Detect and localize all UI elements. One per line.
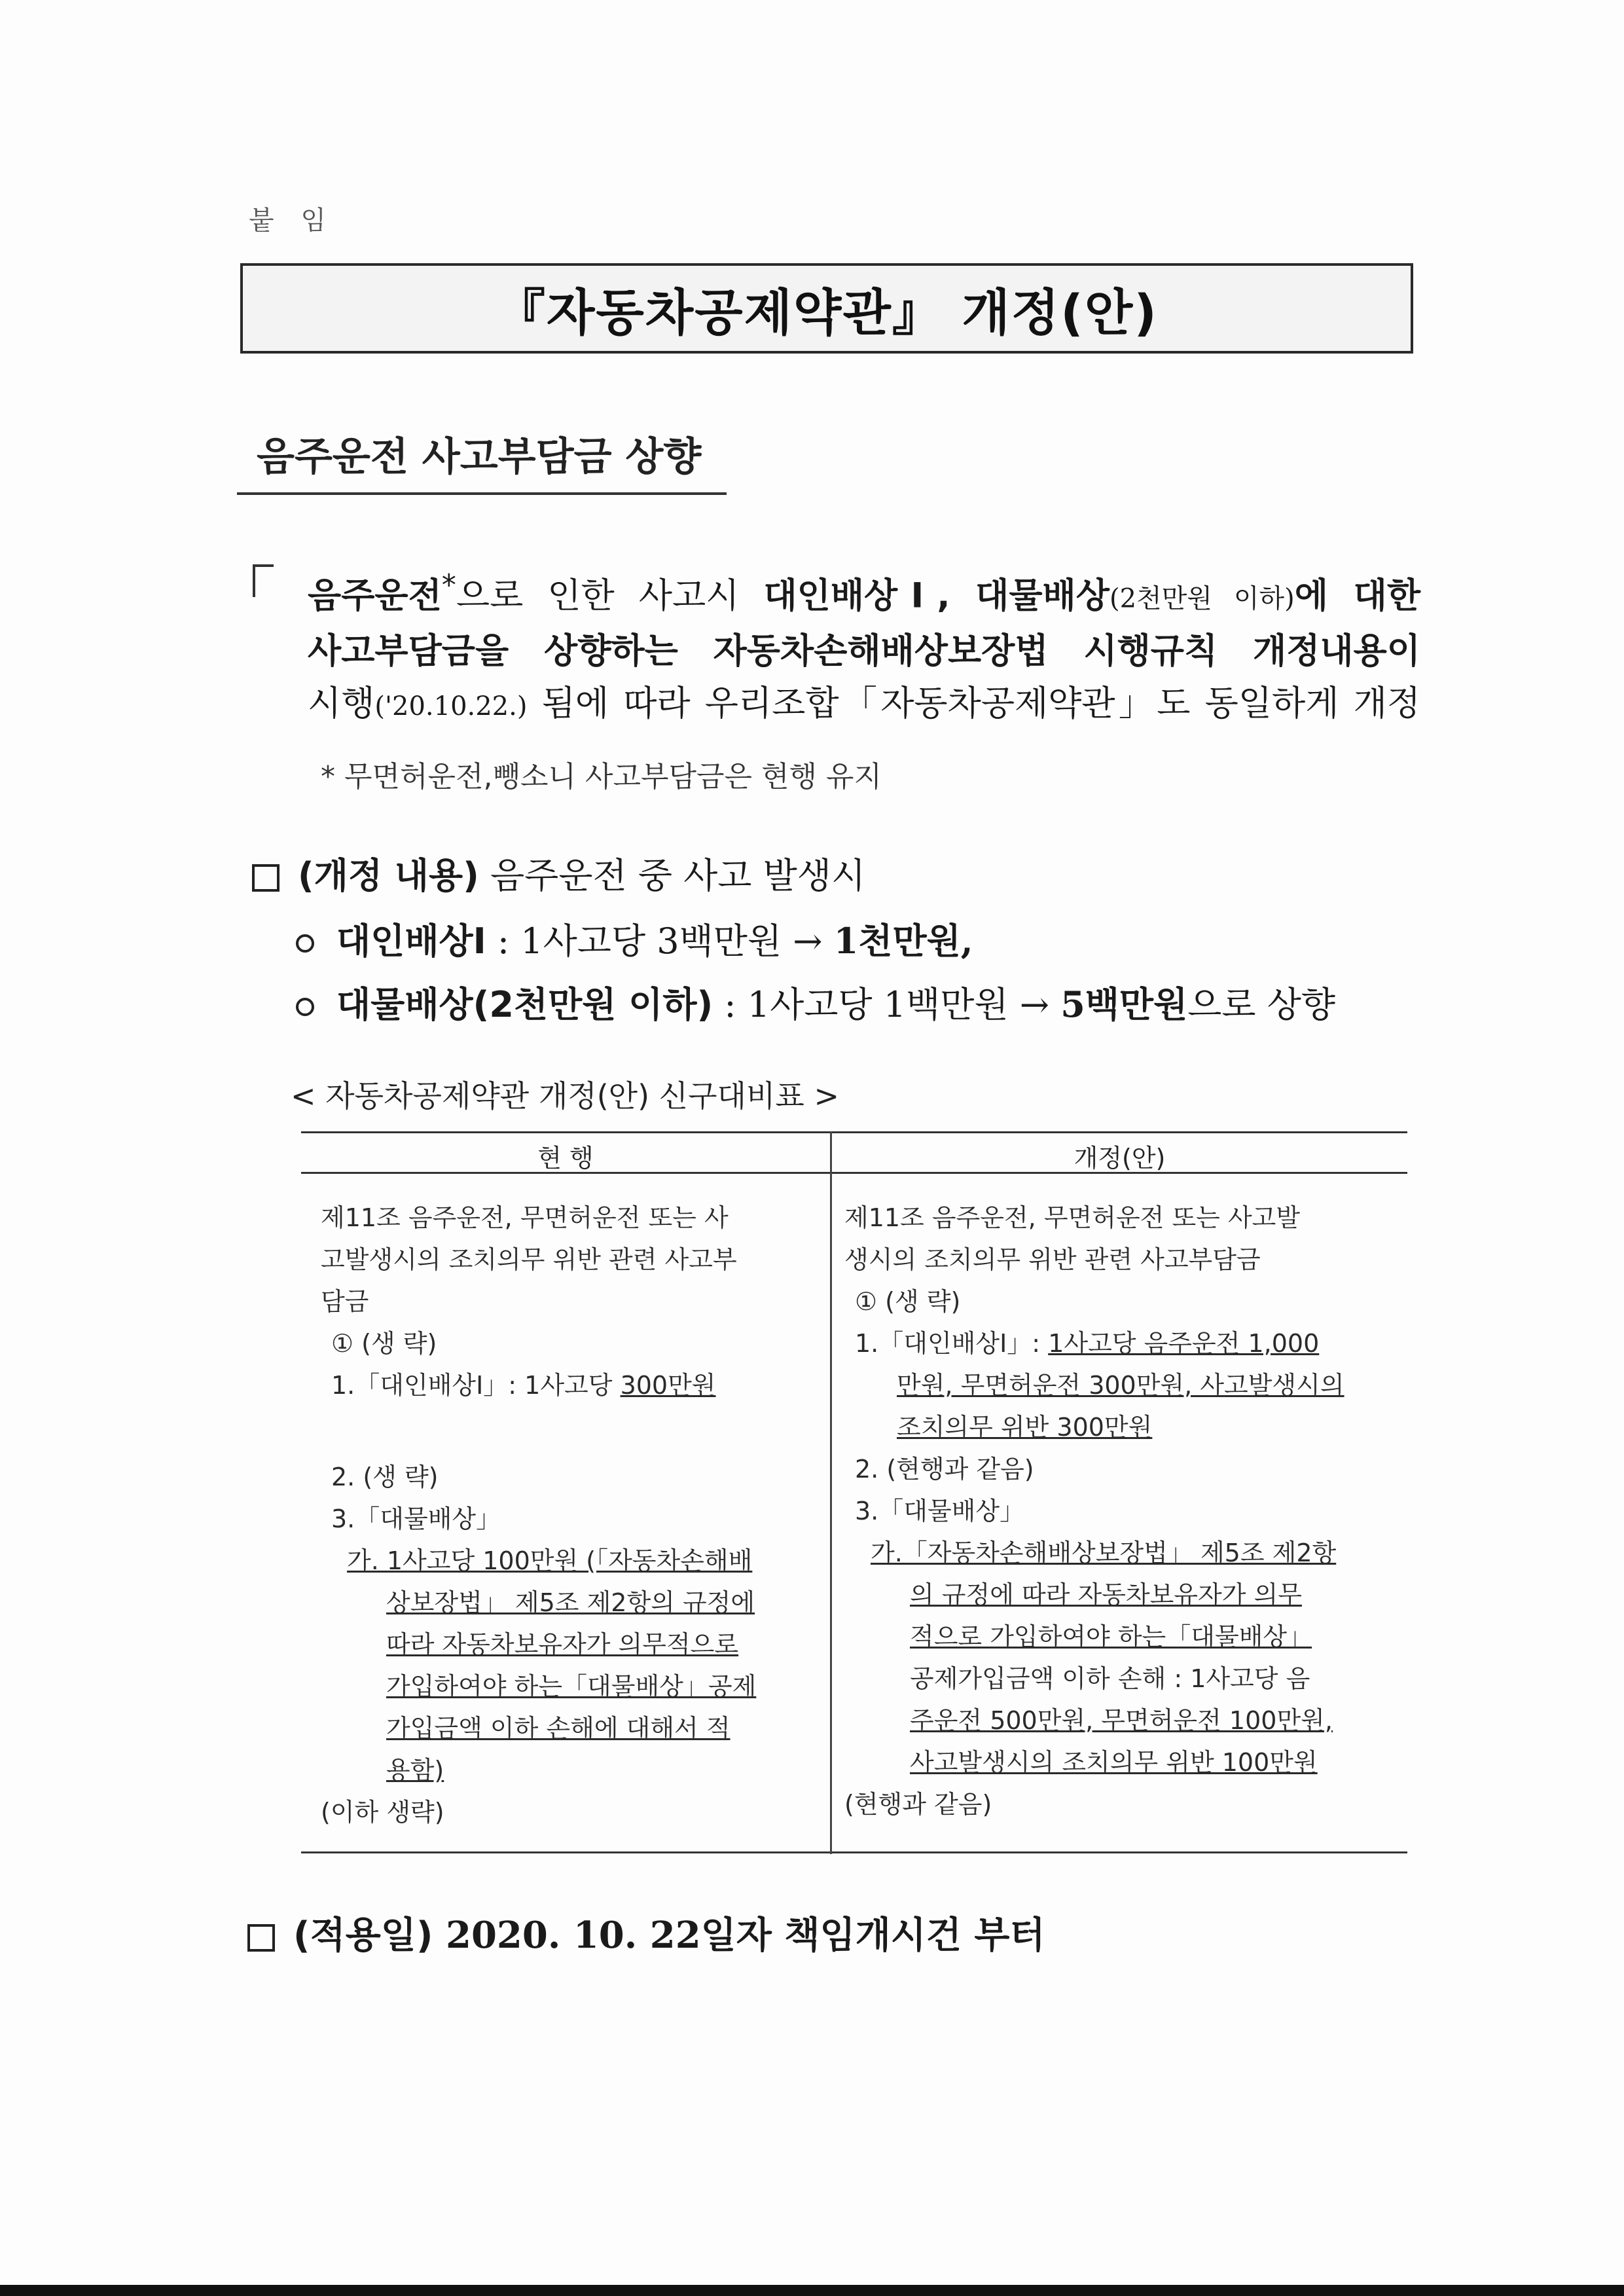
title-box — [240, 263, 1413, 354]
section-underline — [237, 492, 727, 495]
header-current: 현 행 — [537, 1144, 594, 1173]
corner-bracket-icon — [253, 564, 274, 597]
bullet2-value: 5백만원 — [1060, 983, 1188, 1025]
intro-line-1 — [308, 560, 1420, 625]
revised-line: (현행과 같음) — [844, 1790, 992, 1819]
footnote: * 무면허운전,뺑소니 사고부담금은 현행 유지 — [321, 760, 882, 793]
intro-line-2: 사고부담금을 상향하는 자동차손해배상보장법 시행규칙 개정내용이 — [308, 630, 1420, 671]
revised-line: 공제가입금액 이하 손해 : 1사고당 음 — [910, 1664, 1310, 1693]
apply-date-text: 2020. 10. 22일자 책임개시건 부터 — [433, 1914, 1045, 1957]
table-top-rule — [301, 1131, 1407, 1133]
table-column-divider — [830, 1131, 832, 1854]
current-line: 가입금액 이하 손해에 대해서 적 — [386, 1714, 731, 1743]
bullet1-text: : 1사고당 3백만원 → — [486, 920, 834, 962]
revised-line: 주운전 500만원, 무면허운전 100만원, — [910, 1706, 1333, 1735]
current-line: 3.「대물배상」 — [331, 1504, 501, 1533]
section-heading: 음주운전 사고부담금 상향 — [257, 434, 702, 480]
table-caption: < 자동차공제약관 개정(안) 신구대비표 > — [291, 1078, 840, 1114]
revised-line: 3.「대물배상」 — [855, 1497, 1025, 1525]
amendment-text: 음주운전 중 사고 발생시 — [478, 855, 866, 896]
revised-item1-amount: 1사고당 음주운전 1,000 — [1048, 1329, 1320, 1358]
intro-bold-coverage: 대인배상Ⅰ, 대물배상 — [763, 575, 1110, 616]
intro-text-a: 으로 인한 사고시 — [456, 575, 764, 616]
bullet1-label: 대인배상Ⅰ — [336, 920, 486, 962]
revised-line — [844, 1322, 1401, 1364]
revised-line: 2. (현행과 같음) — [855, 1455, 1034, 1484]
revised-line: 적으로 가입하여야 하는「대물배상」 — [910, 1622, 1312, 1651]
revised-column — [844, 1197, 1401, 1825]
bullet2-label: 대물배상(2천만원 이하) — [336, 984, 713, 1025]
header-revised: 개정(안) — [1074, 1144, 1166, 1173]
bullet2-text: : 1사고당 1백만원 → — [713, 984, 1061, 1025]
current-item1-amount: 300만원 — [620, 1371, 716, 1400]
revised-line: 가.「자동차손해배상보장법」 제5조 제2항 — [871, 1539, 1337, 1567]
checkbox-square-icon — [252, 864, 280, 892]
current-line: 용함) — [386, 1756, 444, 1785]
intro-limit: (2천만원 이하) — [1109, 583, 1295, 614]
intro-date: ('20.10.22.) — [374, 691, 528, 721]
revised-line: 사고발생시의 조치의무 위반 100만원 — [910, 1748, 1318, 1777]
revised-line: 제11조 음주운전, 무면허운전 또는 사고발 — [844, 1203, 1301, 1232]
document-title: 『자동차공제약관』 개정(안) — [495, 283, 1159, 342]
current-line: 제11조 음주운전, 무면허운전 또는 사 — [321, 1203, 729, 1232]
revised-line: 생시의 조치의무 위반 관련 사고부담금 — [844, 1245, 1261, 1274]
bullet-property-damage — [296, 977, 1335, 1027]
bullet1-value: 1천만원, — [833, 920, 973, 962]
intro-text-d: 됨에 따라 우리조합「자동차공제약관」도 동일하게 개정 — [527, 683, 1420, 723]
current-line: 따라 자동차보유자가 의무적으로 — [386, 1630, 739, 1659]
attachment-label: 붙 임 — [249, 206, 335, 236]
amendment-label: (개정 내용) — [298, 855, 479, 896]
bullet-bodily-injury — [296, 913, 973, 964]
circle-bullet-icon — [296, 998, 314, 1016]
current-line: (이하 생략) — [321, 1798, 444, 1827]
apply-date-label: (적용일) — [293, 1914, 433, 1957]
current-line: 고발생시의 조치의무 위반 관련 사고부 — [321, 1245, 737, 1274]
blank-line — [321, 1406, 825, 1456]
revised-line: 조치의무 위반 300만원 — [897, 1413, 1153, 1442]
scan-edge-border — [0, 2285, 1624, 2296]
current-line: 2. (생 략) — [331, 1463, 439, 1491]
intro-enforce: 시행 — [308, 683, 375, 723]
current-line: 상보장법」 제5조 제2항의 규정에 — [386, 1588, 755, 1617]
current-line: 가. 1사고당 100만원 (「자동차손해배 — [347, 1546, 753, 1575]
revised-item1-text: 1.「대인배상Ⅰ」: — [855, 1329, 1049, 1358]
intro-footnote-mark: * — [441, 569, 456, 602]
apply-date — [247, 1906, 1045, 1959]
circle-bullet-icon — [296, 934, 314, 953]
current-line: ① (생 략) — [331, 1329, 437, 1358]
revised-line: 의 규정에 따라 자동차보유자가 의무 — [910, 1580, 1302, 1609]
bullet2-suffix: 으로 상향 — [1187, 984, 1336, 1025]
table-bottom-rule — [301, 1851, 1407, 1853]
current-column — [321, 1197, 825, 1833]
intro-drunk-driving: 음주운전 — [308, 575, 442, 616]
current-line: 가입하여야 하는「대물배상」공제 — [386, 1672, 757, 1701]
current-line: 담금 — [321, 1287, 369, 1316]
intro-line-3 — [308, 678, 1420, 733]
intro-paragraph — [308, 560, 1420, 733]
intro-text-c: 에 대한 — [1294, 575, 1421, 616]
checkbox-square-icon — [247, 1924, 275, 1952]
current-line — [321, 1364, 825, 1406]
current-item1-text: 1.「대인배상Ⅰ」: 1사고당 — [331, 1371, 621, 1400]
revised-line: 만원, 무면허운전 300만원, 사고발생시의 — [897, 1371, 1344, 1400]
revised-line: ① (생 략) — [855, 1287, 961, 1316]
amendment-heading — [252, 848, 865, 898]
comparison-table — [301, 1131, 1407, 1854]
